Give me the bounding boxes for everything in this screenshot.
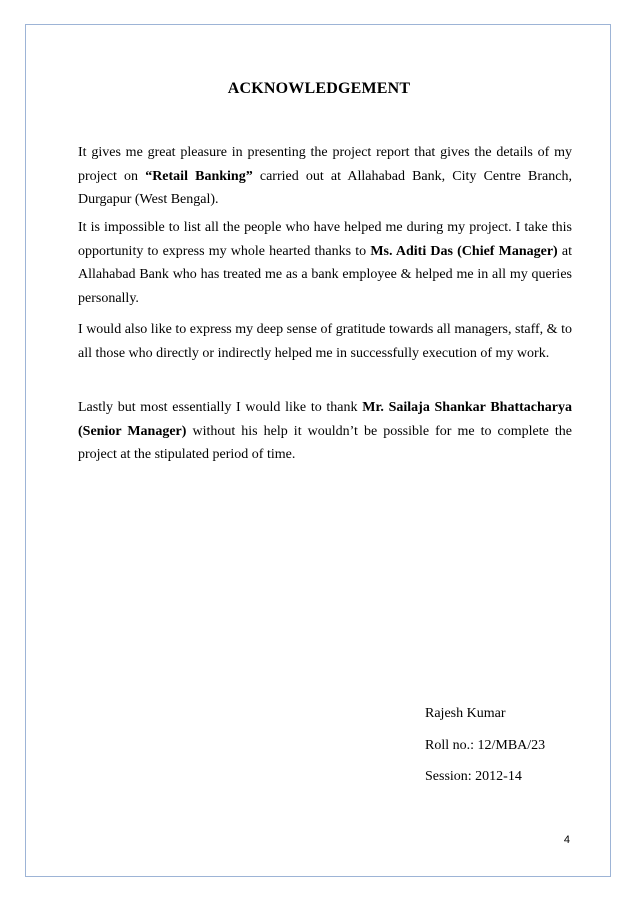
signature-name: Rajesh Kumar <box>425 706 506 721</box>
paragraph-thanks-manager <box>78 216 572 310</box>
project-name: “Retail Banking” <box>145 168 253 184</box>
paragraph-text: carried out at Allahabad Bank, City Centre Branch, Durgapur (West Bengal). <box>78 168 572 207</box>
paragraph-text: It gives me great pleasure in presenting the project report that gives the details of my project on <box>78 145 572 184</box>
paragraph-closing <box>78 396 572 467</box>
paragraph-text: It is impossible to list all the people who have helped me during my project. I take this opportunity to express my whole hearted thanks to <box>78 220 572 259</box>
page-number: 4 <box>563 834 570 846</box>
paragraph-intro <box>78 141 572 212</box>
paragraph-text: Lastly but most essentially I would like to thank <box>78 400 363 415</box>
signature-roll-number: Roll no.: 12/MBA/23 <box>425 738 546 753</box>
paragraph-gratitude <box>78 318 572 365</box>
paragraph-text: I would also like to express my deep sense of gratitude towards all managers, staff, & to all those who directly or indirectly helped me in successfully execution of my work. <box>78 322 572 361</box>
page-title: ACKNOWLEDGEMENT <box>227 80 411 97</box>
signature-session: Session: 2012-14 <box>425 769 522 784</box>
senior-manager-name: Mr. Sailaja Shankar Bhattacharya (Senior Manager) <box>78 400 572 439</box>
paragraph-text: at Allahabad Bank who has treated me as a bank employee & helped me in all my queries personally. <box>78 243 572 306</box>
chief-manager-name: Ms. Aditi Das (Chief Manager) <box>370 243 558 259</box>
paragraph-text: without his help it wouldn’t be possible for me to complete the project at the stipulated period of time. <box>78 423 573 462</box>
